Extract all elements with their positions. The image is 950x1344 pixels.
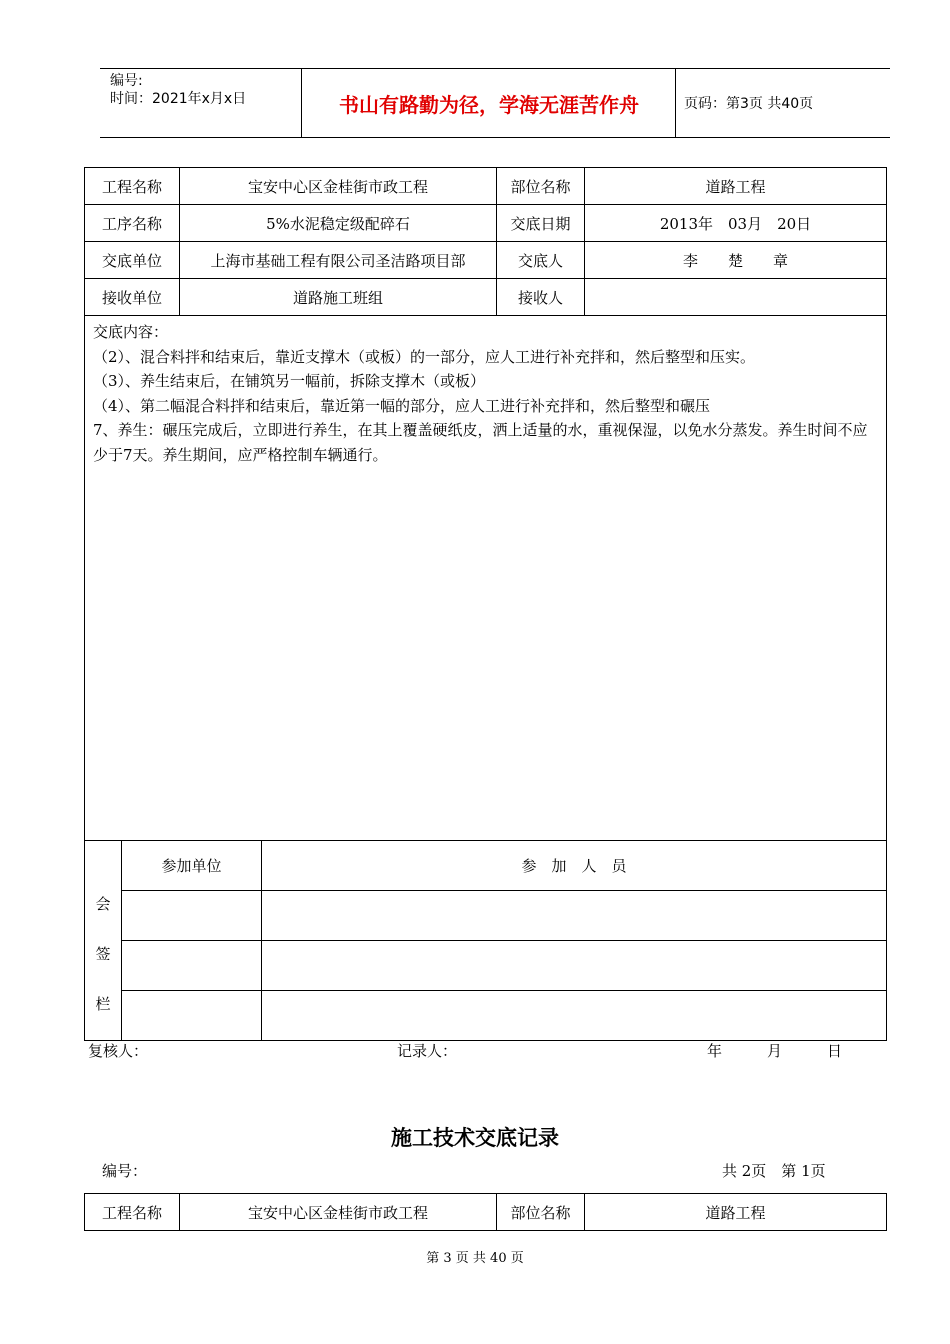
part-name-label: 部位名称 bbox=[497, 168, 585, 205]
signoff-unit-cell bbox=[122, 891, 262, 941]
process-label: 工序名称 bbox=[85, 205, 180, 242]
project-name-value: 宝安中心区金桂街市政工程 bbox=[180, 1194, 497, 1231]
recorder-label: 记录人： bbox=[397, 1042, 458, 1060]
page-footer: 第 3 页 共 40 页 bbox=[426, 1251, 524, 1266]
signoff-people-cell bbox=[262, 891, 887, 941]
header-number-label: 编号: bbox=[110, 73, 143, 89]
part-name-label: 部位名称 bbox=[497, 1194, 585, 1231]
signoff-unit-header: 参加单位 bbox=[122, 841, 262, 891]
next-form-table bbox=[84, 1193, 887, 1231]
signoff-people-header: 参 加 人 员 bbox=[262, 841, 887, 891]
signoff-people-cell bbox=[262, 941, 887, 991]
signoff-unit-cell bbox=[122, 941, 262, 991]
content-line: （4）、第二幅混合料拌和结束后，靠近第一幅的部分，应人工进行补充拌和，然后整型和碾压 bbox=[93, 396, 711, 415]
form-title: 施工技术交底记录 bbox=[391, 1125, 559, 1150]
page-header bbox=[100, 68, 890, 138]
content-label: 交底内容： bbox=[93, 323, 169, 341]
issuer-unit-value: 上海市基础工程有限公司圣洁路项目部 bbox=[180, 242, 497, 279]
header-page-code: 页码：第3页 共40页 bbox=[684, 96, 814, 112]
content-line: （3）、养生结束后，在铺筑另一幅前，拆除支撑木（或板） bbox=[93, 372, 486, 390]
project-name-value: 宝安中心区金桂街市政工程 bbox=[180, 168, 497, 205]
date-value: 2013年 03月 20日 bbox=[585, 205, 887, 242]
project-name-label: 工程名称 bbox=[85, 1194, 180, 1231]
content-line: 7、养生：碾压完成后，立即进行养生，在其上覆盖硬纸皮，洒上适量的水，重视保湿，以免水分蒸发。养生时间不应少于7天。养生期间，应严格控制车辆通行。 bbox=[93, 421, 868, 464]
receiver-value bbox=[585, 279, 887, 316]
table-row bbox=[85, 205, 887, 242]
receiver-unit-label: 接收单位 bbox=[85, 279, 180, 316]
header-meta bbox=[110, 72, 246, 108]
receiver-unit-value: 道路施工班组 bbox=[180, 279, 497, 316]
table-row bbox=[85, 941, 887, 991]
content-line: （2）、混合料拌和结束后，靠近支撑木（或板）的一部分，应人工进行补充拌和，然后整型和压实。 bbox=[93, 347, 756, 366]
receiver-label: 接收人 bbox=[497, 279, 585, 316]
issuer-value: 李 楚 章 bbox=[585, 242, 887, 279]
disclosure-table bbox=[84, 167, 887, 841]
table-row bbox=[85, 242, 887, 279]
table-row bbox=[85, 279, 887, 316]
issuer-label: 交底人 bbox=[497, 242, 585, 279]
form-pages: 共 2页 第 1页 bbox=[722, 1162, 826, 1180]
date-fields: 年 月 日 bbox=[707, 1042, 843, 1060]
disclosure-content bbox=[85, 316, 887, 841]
signoff-side-char: 签 bbox=[95, 944, 111, 963]
table-row bbox=[85, 991, 887, 1041]
signoff-table bbox=[84, 840, 887, 1041]
form-number-label: 编号： bbox=[102, 1162, 148, 1180]
table-row bbox=[85, 841, 887, 891]
signoff-side-char: 会 bbox=[95, 894, 111, 913]
signoff-side-char: 栏 bbox=[95, 994, 111, 1013]
table-row bbox=[85, 891, 887, 941]
project-name-label: 工程名称 bbox=[85, 168, 180, 205]
reviewer-label: 复核人： bbox=[88, 1042, 149, 1060]
part-name-value: 道路工程 bbox=[585, 1194, 887, 1231]
table-row bbox=[85, 316, 887, 841]
signoff-side-label bbox=[85, 841, 122, 1041]
signoff-people-cell bbox=[262, 991, 887, 1041]
issuer-unit-label: 交底单位 bbox=[85, 242, 180, 279]
table-row bbox=[85, 1194, 887, 1231]
header-motto: 书山有路勤为径，学海无涯苦作舟 bbox=[339, 92, 639, 117]
signoff-unit-cell bbox=[122, 991, 262, 1041]
process-value: 5%水泥稳定级配碎石 bbox=[180, 205, 497, 242]
date-label: 交底日期 bbox=[497, 205, 585, 242]
part-name-value: 道路工程 bbox=[585, 168, 887, 205]
header-time: 时间：2021年x月x日 bbox=[110, 91, 247, 107]
header-divider bbox=[675, 69, 676, 137]
table-row bbox=[85, 168, 887, 205]
